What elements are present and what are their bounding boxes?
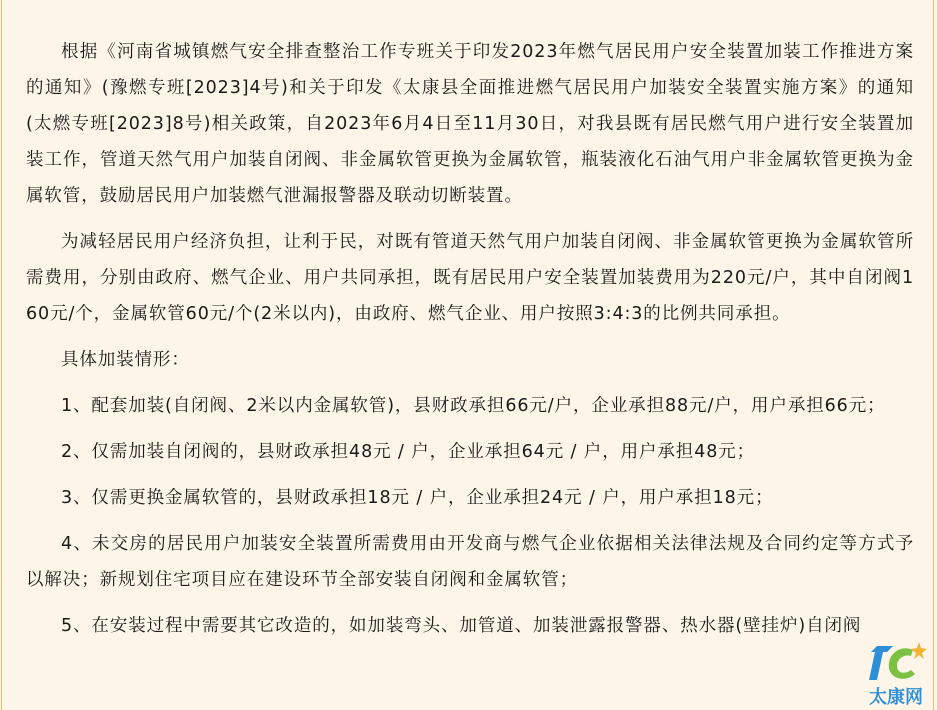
paragraph-policy-basis: 根据《河南省城镇燃气安全排查整治工作专班关于印发2023年燃气居民用户安全装置加装工作推进方案的通知》(豫燃专班[2023]4号)和关于印发《太康县全面推进燃气居民用户加装安全装置实施方案》的通知(太燃专班[2023]8号)相关政策，自2023年6月4日至11月30日，对我县既有居民燃气用户进行安全装置加装工作，管道天然气用户加装自闭阀、非金属软管更换为金属软管，瓶装液化石油气用户非金属软管更换为金属软管，鼓励居民用户加装燃气泄漏报警器及联动切断装置。 bbox=[26, 42, 914, 206]
site-watermark bbox=[857, 636, 933, 710]
tc-logo-icon bbox=[857, 636, 933, 688]
paragraph-case-3: 3、仅需更换金属软管的，县财政承担18元 / 户，企业承担24元 / 户，用户承担18元； bbox=[61, 488, 774, 508]
paragraph-cases-heading: 具体加装情形： bbox=[61, 350, 190, 370]
paragraph-case-4: 4、未交房的居民用户加装安全装置所需费用由开发商与燃气企业依据相关法律法规及合同约定等方式予以解决；新规划住宅项目应在建设环节全部安装自闭阀和金属软管； bbox=[26, 534, 914, 590]
paragraph-case-2: 2、仅需加装自闭阀的，县财政承担48元 / 户，企业承担64元 / 户，用户承担48元； bbox=[61, 442, 756, 462]
article-body bbox=[26, 34, 914, 654]
paragraph-case-1: 1、配套加装(自闭阀、2米以内金属软管)，县财政承担66元/户，企业承担88元/户，用户承担66元； bbox=[61, 396, 886, 416]
paragraph-case-5: 5、在安装过程中需要其它改造的，如加装弯头、加管道、加装泄露报警器、热水器(壁挂炉)自闭阀 bbox=[61, 616, 862, 636]
watermark-text: 太康网 bbox=[869, 687, 923, 708]
paragraph-cost-sharing: 为减轻居民用户经济负担，让利于民，对既有管道天然气用户加装自闭阀、非金属软管更换为金属软管所需费用，分别由政府、燃气企业、用户共同承担，既有居民用户安全装置加装费用为220元/户，其中自闭阀160元/个，金属软管60元/个(2米以内)，由政府、燃气企业、用户按照3:4:3的比例共同承担。 bbox=[26, 232, 914, 324]
